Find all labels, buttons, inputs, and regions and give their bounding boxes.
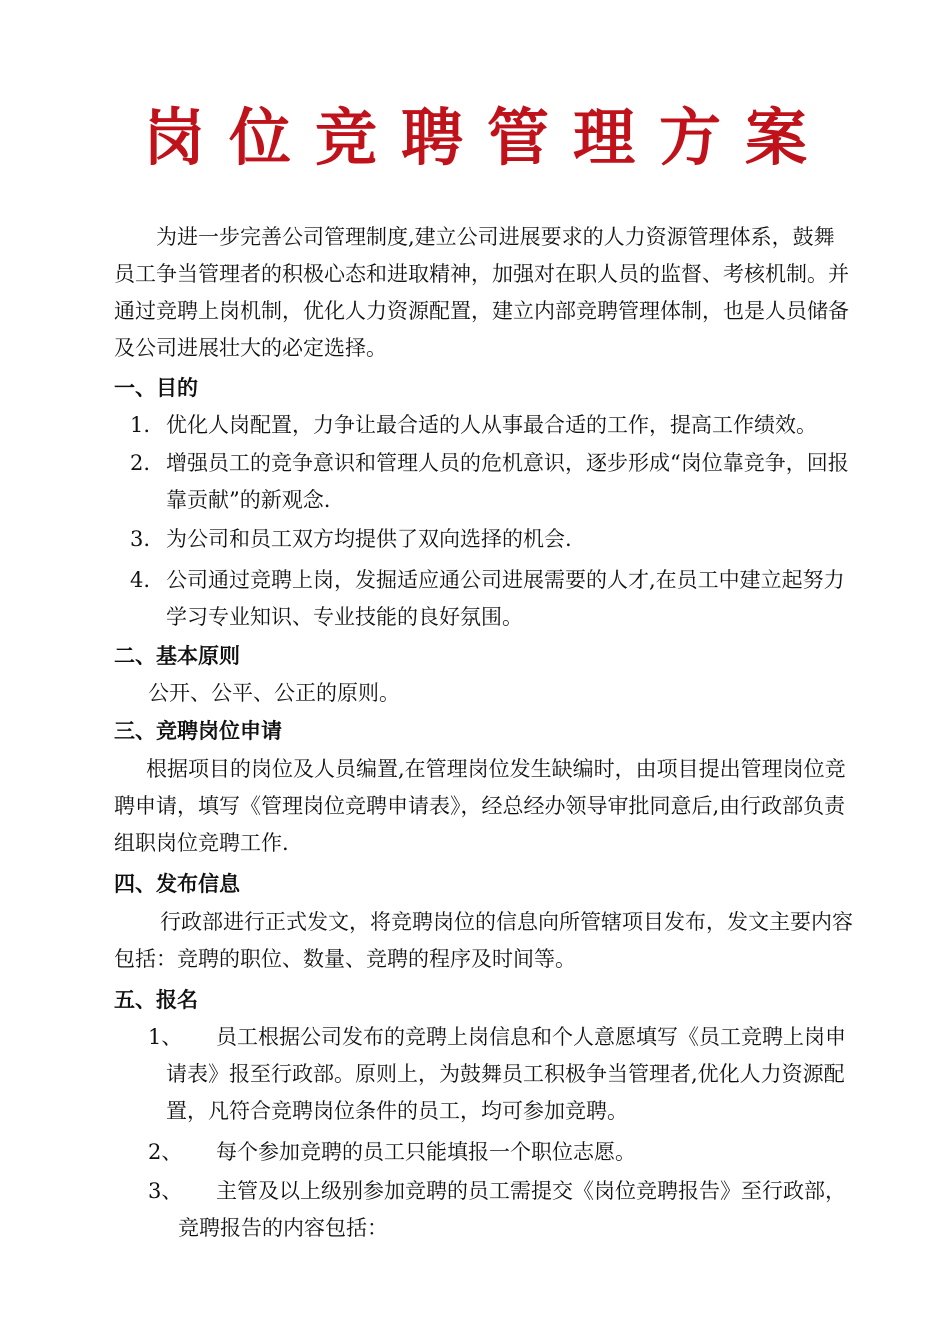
list-number: 3、 — [148, 1179, 183, 1203]
list-number: 2. — [130, 451, 151, 475]
list-text: 优化人岗配置，力争让最合适的人从事最合适的工作，提高工作绩效。 — [166, 413, 817, 437]
list-text: 主管及以上级别参加竞聘的员工需提交《岗位竞聘报告》至行政部，竞聘报告的内容包括： — [178, 1179, 846, 1240]
list-text: 员工根据公司发布的竞聘上岗信息和个人意愿填写《员工竞聘上岗申请表》报至行政部。原则上，为鼓舞员工积极争当管理者,优化人力资源配置，凡符合竞聘岗位条件的员工，均可参加竞聘。 — [166, 1025, 846, 1123]
section-heading-application: 三、竞聘岗位申请 — [114, 719, 282, 743]
list-number: 3. — [130, 527, 151, 551]
section-heading-publish: 四、发布信息 — [114, 872, 240, 896]
list-number: 1、 — [148, 1025, 183, 1049]
principles-text: 公开、公平、公正的原则。 — [148, 681, 400, 705]
document-title: 岗位竞聘管理方案 — [142, 101, 831, 174]
list-text: 每个参加竞聘的员工只能填报一个职位志愿。 — [216, 1140, 636, 1164]
section-heading-principles: 二、基本原则 — [114, 644, 240, 668]
list-number: 4. — [130, 568, 151, 592]
intro-paragraph: 为进一步完善公司管理制度,建立公司进展要求的人力资源管理体系，鼓舞员工争当管理者的积极心态和进取精神，加强对在职人员的监督、考核机制。并通过竞聘上岗机制，优化人力资源配置，建立内部竞聘管理体制，也是人员储备及公司进展壮大的必定选择。 — [114, 225, 849, 360]
publish-text: 行政部进行正式发文，将竞聘岗位的信息向所管辖项目发布，发文主要内容包括：竞聘的职位、数量、竞聘的程序及时间等。 — [114, 910, 853, 971]
list-text: 为公司和员工双方均提供了双向选择的机会. — [166, 527, 572, 551]
list-number: 2、 — [148, 1140, 183, 1164]
section-heading-registration: 五、报名 — [114, 988, 198, 1012]
list-text: 公司通过竞聘上岗，发掘适应通公司进展需要的人才,在员工中建立起努力学习专业知识、专业技能的良好氛围。 — [166, 568, 845, 629]
list-text: 增强员工的竞争意识和管理人员的危机意识，逐步形成“岗位靠竞争，回报靠贡献”的新观念. — [166, 451, 849, 512]
section-heading-purpose: 一、目的 — [114, 376, 198, 400]
application-text: 根据项目的岗位及人员编置,在管理岗位发生缺编时，由项目提出管理岗位竞聘申请，填写《管理岗位竞聘申请表》，经总经办领导审批同意后,由行政部负责组职岗位竞聘工作. — [114, 757, 846, 855]
list-number: 1. — [130, 413, 151, 437]
